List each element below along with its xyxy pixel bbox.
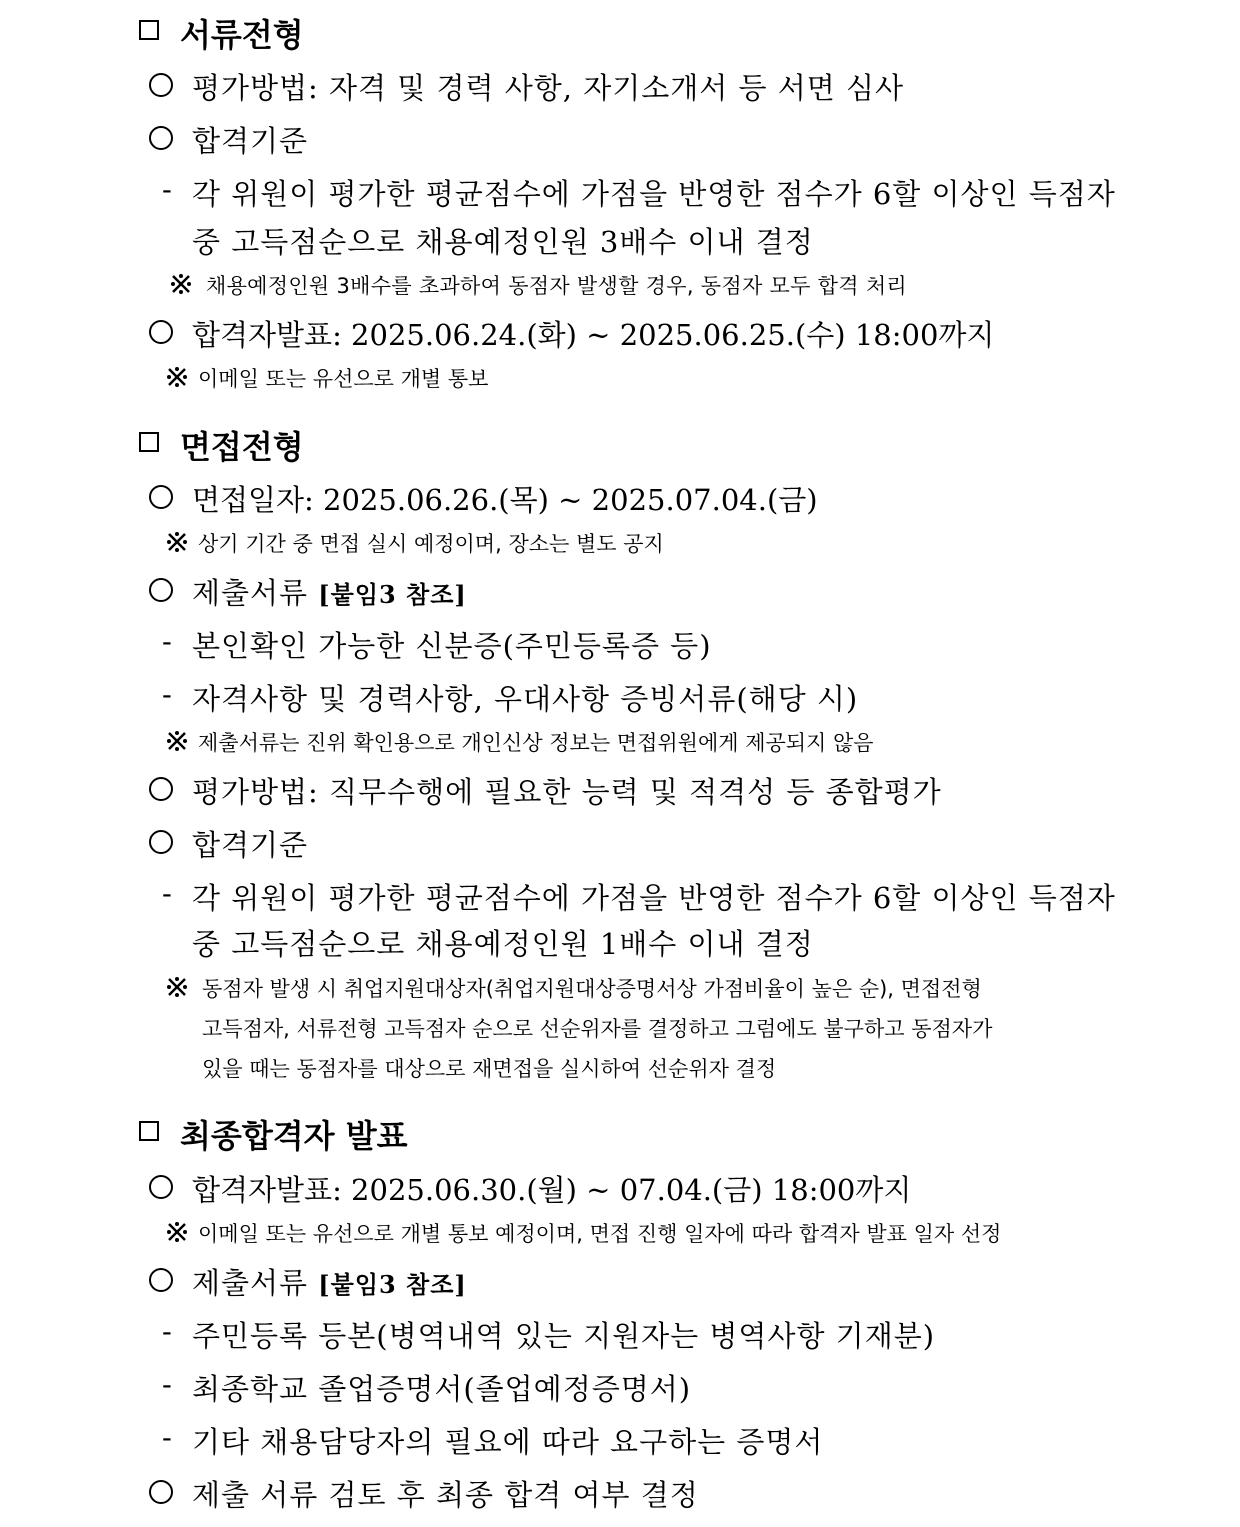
interview-tie-line3: 있을 때는 동점자를 대상으로 재면접을 실시하여 선순위자 결정: [202, 1057, 777, 1081]
circle-bullet-icon: [149, 578, 173, 602]
dash-bullet-icon: -: [162, 1367, 173, 1401]
interview-docs-ref: [붙임3 참조]: [318, 580, 467, 609]
interview-doc-1: 본인확인 가능한 신분증(주민등록증 등): [192, 629, 712, 663]
circle-bullet-icon: [149, 126, 173, 150]
final-doc-2: 최종학교 졸업증명서(졸업예정증명서): [192, 1372, 692, 1406]
circle-bullet-icon: [149, 73, 173, 97]
dash-bullet-icon: -: [162, 876, 173, 910]
document-eval-method: 평가방법: 자격 및 경력 사항, 자기소개서 등 서면 심사: [192, 71, 905, 105]
final-docs-ref: [붙임3 참조]: [318, 1270, 467, 1299]
interview-docs-label: 제출서류: [192, 576, 309, 610]
reference-mark-icon: [166, 366, 188, 388]
reference-mark-icon: [166, 1221, 188, 1243]
reference-mark-icon: [170, 273, 192, 295]
document-criteria-line1: 각 위원이 평가한 평균점수에 가점을 반영한 점수가 6할 이상인 득점자: [192, 177, 1116, 211]
interview-docs-note: 제출서류는 진위 확인용으로 개인신상 정보는 면접위원에게 제공되지 않음: [198, 731, 874, 755]
final-doc-1: 주민등록 등본(병역내역 있는 지원자는 병역사항 기재분): [192, 1319, 936, 1353]
reference-mark-icon: [166, 730, 188, 752]
interview-docs: [192, 571, 467, 612]
final-doc-3: 기타 채용담당자의 필요에 따라 요구하는 증명서: [192, 1425, 824, 1459]
circle-bullet-icon: [149, 320, 173, 344]
document-pass-criteria: 합격기준: [192, 124, 309, 158]
section-box-icon: [139, 1121, 159, 1141]
dash-bullet-icon: -: [162, 1420, 173, 1454]
final-docs: [192, 1261, 467, 1302]
interview-eval-method: 평가방법: 직무수행에 필요한 능력 및 적격성 등 종합평가: [192, 775, 942, 809]
dash-bullet-icon: -: [162, 172, 173, 206]
final-decision: 제출 서류 검토 후 최종 합격 여부 결정: [192, 1478, 699, 1512]
reference-mark-icon: [166, 976, 188, 998]
document-result-announce: 합격자발표: 2025.06.24.(화) ~ 2025.06.25.(수) 18:00까지: [192, 318, 995, 352]
section-box-icon: [139, 20, 159, 40]
circle-bullet-icon: [149, 830, 173, 854]
circle-bullet-icon: [149, 1268, 173, 1292]
section-title-document-screening: 서류전형: [180, 16, 304, 54]
dash-bullet-icon: -: [162, 1314, 173, 1348]
reference-mark-icon: [166, 531, 188, 553]
circle-bullet-icon: [149, 1480, 173, 1504]
interview-doc-2: 자격사항 및 경력사항, 우대사항 증빙서류(해당 시): [192, 682, 859, 716]
final-result-announce: 합격자발표: 2025.06.30.(월) ~ 07.04.(금) 18:00까지: [192, 1173, 912, 1207]
final-docs-label: 제출서류: [192, 1266, 309, 1300]
dash-bullet-icon: -: [162, 677, 173, 711]
circle-bullet-icon: [149, 777, 173, 801]
interview-date-note: 상기 기간 중 면접 실시 예정이며, 장소는 별도 공지: [198, 532, 664, 556]
section-box-icon: [139, 432, 159, 452]
document-criteria-note: 채용예정인원 3배수를 초과하여 동점자 발생할 경우, 동점자 모두 합격 처리: [206, 274, 907, 298]
final-announce-note: 이메일 또는 유선으로 개별 통보 예정이며, 면접 진행 일자에 따라 합격자 발표 일자 선정: [198, 1222, 1002, 1246]
dash-bullet-icon: -: [162, 624, 173, 658]
interview-date: 면접일자: 2025.06.26.(목) ~ 2025.07.04.(금): [192, 483, 818, 517]
section-title-interview: 면접전형: [180, 428, 304, 466]
interview-tie-line1: 동점자 발생 시 취업지원대상자(취업지원대상증명서상 가점비율이 높은 순), 면접전형: [202, 977, 982, 1001]
circle-bullet-icon: [149, 1175, 173, 1199]
document-announce-note: 이메일 또는 유선으로 개별 통보: [198, 367, 489, 391]
interview-tie-line2: 고득점자, 서류전형 고득점자 순으로 선순위자를 결정하고 그럼에도 불구하고 동점자가: [202, 1017, 993, 1041]
section-title-final-result: 최종합격자 발표: [180, 1117, 408, 1155]
interview-criteria-line1: 각 위원이 평가한 평균점수에 가점을 반영한 점수가 6할 이상인 득점자: [192, 881, 1116, 915]
interview-criteria-line2: 중 고득점순으로 채용예정인원 1배수 이내 결정: [192, 927, 814, 961]
circle-bullet-icon: [149, 485, 173, 509]
interview-pass-criteria: 합격기준: [192, 828, 309, 862]
document-criteria-line2: 중 고득점순으로 채용예정인원 3배수 이내 결정: [192, 225, 814, 259]
